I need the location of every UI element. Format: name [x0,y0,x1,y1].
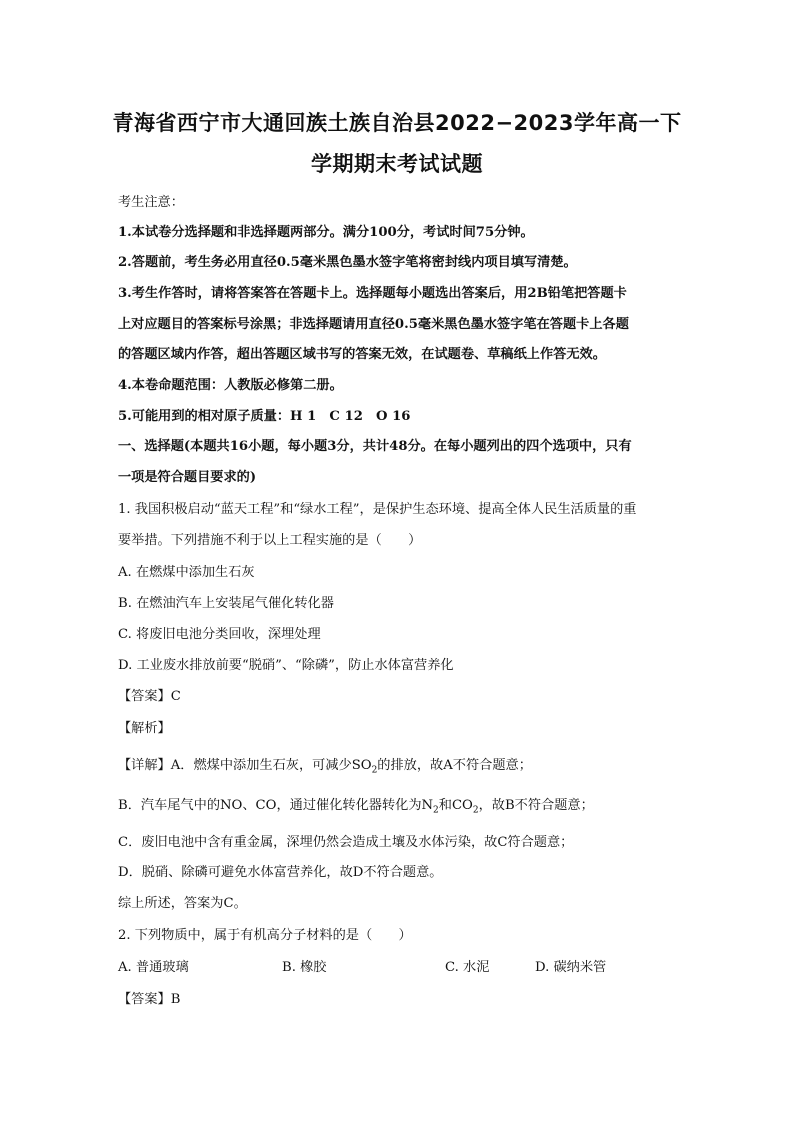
notice-2: 2.答题前，考生务必用直径0.5毫米黑色墨水签字笔将密封线内项目填写清楚。 [118,255,577,270]
q2-stem: 2. 下列物质中，属于有机高分子材料的是（ ） [118,928,412,943]
q1-detail-c: C．废旧电池中含有重金属，深埋仍然会造成土壤及水体污染，故C符合题意； [118,835,574,850]
notice-5: 5.可能用到的相对原子质量：H 1 C 12 O 16 [118,409,411,424]
notice-3c: 的答题区域内作答，超出答题区域书写的答案无效，在试题卷、草稿纸上作答无效。 [118,347,606,362]
title-line-1: 青海省西宁市大通回族土族自治县2022−2023学年高一下 [112,111,682,135]
q1-detail-a [118,754,532,776]
q2-option-c: C. 水泥 [445,960,490,975]
q1-detail-b-sub1: 2 [433,805,439,816]
notice-1: 1.本试卷分选择题和非选择题两部分。满分100分，考试时间75分钟。 [118,225,534,240]
section-heading-2: 一项是符合题目要求的) [118,470,257,485]
q2-option-a: A. 普通玻璃 [118,960,189,975]
notice-4: 4.本卷命题范围：人教版必修第二册。 [118,378,343,393]
q1-detail-b [118,794,594,816]
q1-summary: 综上所述，答案为C。 [118,896,247,911]
notice-heading: 考生注意： [118,195,184,210]
title-line-2: 学期期末考试试题 [311,152,483,176]
q1-stem-1: 1. 我国积极启动“蓝天工程”和“绿水工程”，是保护生态环境、提高全体人民生活质量的重 [118,502,637,517]
q2-option-d: D. 碳纳米管 [535,960,607,975]
q1-detail-b-mid: 和CO [438,798,473,813]
section-heading-1: 一、选择题(本题共16小题，每小题3分，共计48分。在每小题列出的四个选项中，只有 [118,439,632,454]
q2-answer: 【答案】B [118,992,181,1007]
notice-3b: 上对应题目的答案标号涂黑；非选择题请用直径0.5毫米黑色墨水签字笔在答题卡上各题 [118,317,629,332]
q1-detail-d: D．脱硝、除磷可避免水体富营养化，故D不符合题意。 [118,865,443,880]
q1-detail-a-pre: 【详解】A．燃煤中添加生石灰，可减少SO [118,758,372,773]
q1-stem-2: 要举措。下列措施不利于以上工程实施的是（ ） [118,533,422,548]
q1-option-a: A. 在燃煤中添加生石灰 [118,565,255,580]
notice-3a: 3.考生作答时，请将答案答在答题卡上。选择题每小题选出答案后，用2B铅笔把答题卡 [118,286,627,301]
q1-detail-a-sub: 2 [371,765,378,776]
q1-detail-b-post: ，故B不符合题意； [478,798,594,813]
q1-option-d: D. 工业废水排放前要“脱硝”、“除磷”，防止水体富营养化 [118,658,454,673]
q1-detail-b-pre: B．汽车尾气中的NO、CO，通过催化转化器转化为N [118,798,434,813]
q1-option-b: B. 在燃油汽车上安装尾气催化转化器 [118,596,334,611]
q1-answer: 【答案】C [118,689,181,704]
q1-detail-b-sub2: 2 [472,805,479,816]
q2-option-b: B. 橡胶 [282,960,327,975]
q1-option-c: C. 将废旧电池分类回收，深埋处理 [118,627,321,642]
q1-detail-a-post: 的排放，故A不符合题意； [377,758,532,773]
q1-analysis: 【解析】 [118,721,171,736]
